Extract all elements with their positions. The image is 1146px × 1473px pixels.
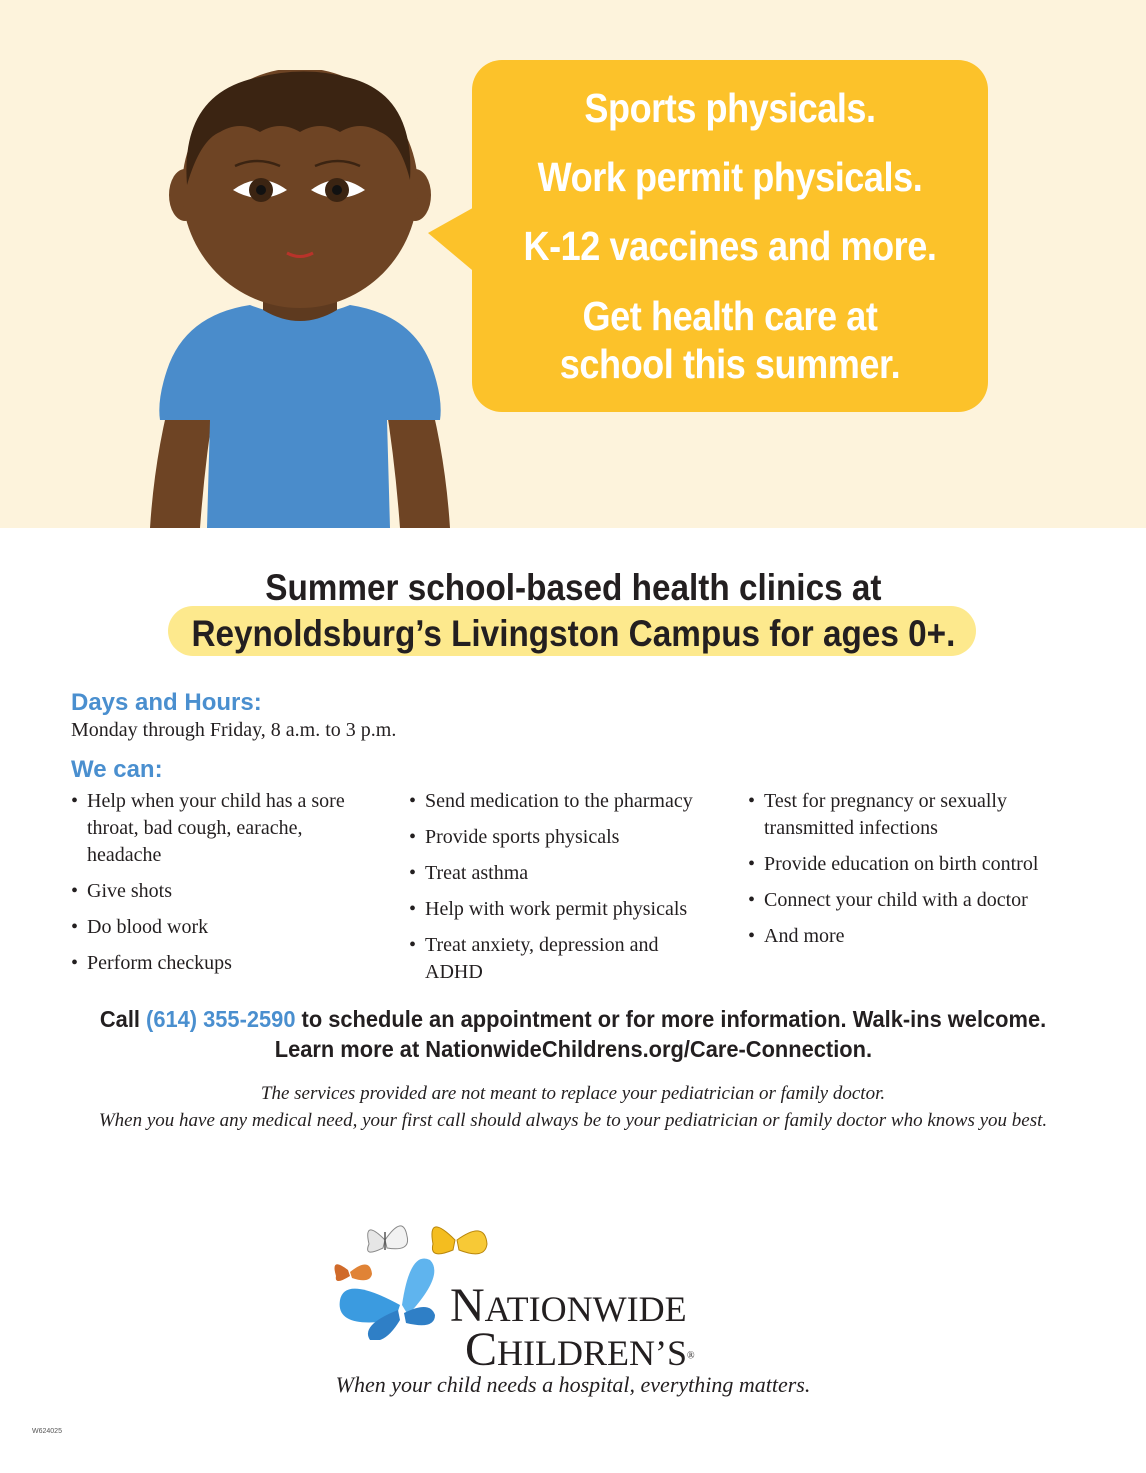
service-birth-control: Provide education on birth control xyxy=(764,853,1039,875)
headline-line-2 xyxy=(0,612,1146,656)
learn-more-line xyxy=(0,1034,1146,1064)
boy-illustration xyxy=(145,70,455,528)
services-column-1 xyxy=(71,788,371,986)
list-item xyxy=(409,788,729,815)
service-pregnancy-test: • Test for pregnancy or sexually transmitted infections xyxy=(764,790,1007,839)
call-suffix: to schedule an appointment or for more information. Walk-ins welcome. xyxy=(301,1006,1047,1032)
services-heading: We can: xyxy=(71,756,163,783)
bubble-line-summer: school this summer. xyxy=(559,341,901,387)
bubble-line-health-care: Get health care at xyxy=(582,293,878,339)
disclaimer-line-2: When you have any medical need, your first call should always be to your pediatrician or family doctor who knows you best. xyxy=(98,1110,1048,1131)
service-checkups: Perform checkups xyxy=(87,952,232,974)
logo-initial-n: N xyxy=(450,1279,485,1332)
service-blood-work: Do blood work xyxy=(87,916,209,938)
list-item xyxy=(71,788,371,869)
logo-rest-childrens: HILDREN’S xyxy=(497,1333,687,1373)
logo-rest-nationwide: ATIONWIDE xyxy=(484,1289,687,1329)
speech-bubble-tail xyxy=(428,205,478,275)
service-connect-doctor: Connect your child with a doctor xyxy=(764,889,1028,911)
learn-more-link[interactable]: Learn more at NationwideChildrens.org/Care-Connection. xyxy=(274,1036,872,1062)
service-work-permit: Help with work permit physicals xyxy=(425,898,688,920)
headline-line-1 xyxy=(0,566,1146,610)
bubble-line-sports: Sports physicals. xyxy=(584,85,876,131)
call-line xyxy=(0,1004,1146,1034)
services-column-3 xyxy=(748,788,1078,959)
list-item xyxy=(748,887,1078,914)
call-prefix: Call xyxy=(99,1006,140,1032)
list-item xyxy=(409,896,729,923)
logo-initial-c: C xyxy=(465,1323,498,1376)
disclaimer-line-1: The services provided are not meant to replace your pediatrician or family doctor. xyxy=(260,1083,886,1104)
service-asthma: Treat asthma xyxy=(425,862,529,884)
service-anxiety: • Treat anxiety, depression and ADHD xyxy=(425,934,659,983)
logo-tagline: When your child needs a hospital, everything matters. xyxy=(335,1372,811,1397)
bubble-line-work-permit: Work permit physicals. xyxy=(537,154,923,200)
list-item xyxy=(71,878,371,905)
headline-line-1-text: Summer school-based health clinics at xyxy=(264,567,882,608)
bubble-line-vaccines: K-12 vaccines and more. xyxy=(523,223,937,269)
list-item xyxy=(71,950,371,977)
service-more: And more xyxy=(764,925,845,947)
list-item xyxy=(409,824,729,851)
service-sports-physicals: Provide sports physicals xyxy=(425,826,620,848)
list-item xyxy=(748,788,1078,842)
service-medication: Send medication to the pharmacy xyxy=(425,790,693,812)
list-item xyxy=(748,851,1078,878)
speech-bubble xyxy=(472,60,988,412)
services-column-2 xyxy=(409,788,729,995)
list-item xyxy=(409,860,729,887)
service-sore-throat: • Help when your child has a sore throat, bad cough, earache, headache xyxy=(87,790,345,866)
registered-mark: ® xyxy=(687,1350,695,1362)
hero-banner xyxy=(0,0,1146,528)
list-item xyxy=(71,914,371,941)
phone-number[interactable]: (614) 355-2590 xyxy=(146,1006,296,1032)
headline-line-2-text: Reynoldsburg’s Livingston Campus for ages 0+. xyxy=(191,613,955,654)
days-text: Monday through Friday, 8 a.m. to 3 p.m. xyxy=(71,719,397,741)
days-heading: Days and Hours: xyxy=(71,689,262,716)
footer-code: W624025 xyxy=(32,1428,62,1435)
service-shots: Give shots xyxy=(87,880,172,902)
list-item xyxy=(748,923,1078,950)
list-item xyxy=(409,932,729,986)
